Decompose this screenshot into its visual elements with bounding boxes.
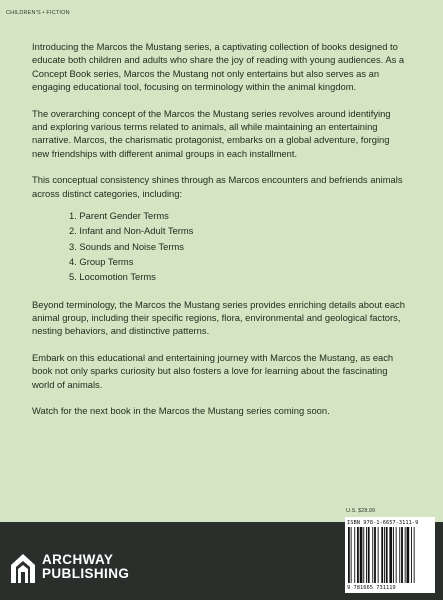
barcode-bar (389, 527, 392, 583)
barcode-bar (348, 527, 350, 583)
barcode-bars (348, 527, 432, 583)
barcode-bar (368, 527, 370, 583)
barcode-bar (360, 527, 363, 583)
list-item: 1. Parent Gender Terms (69, 210, 169, 222)
paragraph-consistency: This conceptual consistency shines through as Marcos encounters and befriends animals across distinct categories, including: (32, 174, 403, 199)
barcode-bar (372, 527, 373, 583)
publisher-logo (10, 550, 129, 584)
barcode-block (345, 517, 435, 593)
price-label: U.S. $28.99 (346, 508, 376, 514)
paragraph-intro: Introducing the Marcos the Mustang series, a captivating collection of books designed to educate both children and adults who share the joy of reading with young audiences. As a Concept Book series, Marcos the Mustang not only entertains but also serves as an engaging educational tool, focusing on terminology within the animal kingdom. (32, 41, 405, 93)
publisher-name (42, 553, 129, 581)
barcode-bar (401, 527, 403, 583)
barcode-bar (357, 527, 359, 583)
barcode-bar (374, 527, 376, 583)
publisher-line1: ARCHWAY (42, 552, 114, 567)
barcode-bar (396, 527, 397, 583)
paragraph-journey: Embark on this educational and entertaining journey with Marcos the Mustang, as each book not only sparks curiosity but also fosters a love for learning about the fascinating world of animals. (32, 351, 394, 390)
isbn-text: ISBN 978-1-6657-3111-9 (347, 520, 419, 526)
barcode-bar (386, 527, 388, 583)
blurb (32, 40, 408, 430)
barcode-bar (354, 527, 355, 583)
barcode-bar (407, 527, 410, 583)
barcode-bar (384, 527, 385, 583)
paragraph-concept: The overarching concept of the Marcos the Mustang series revolves around identifying and exploring various terms related to animals, all while maintaining an entertaining narrative. Marcos, the charismatic protagonist, embarks on a global adventure, forging new friendships with different animal groups in each installment. (32, 107, 391, 159)
list-item: 4. Group Terms (69, 255, 134, 267)
archway-logo-icon (10, 551, 36, 583)
barcode-bar (405, 527, 406, 583)
barcode-bar (399, 527, 400, 583)
barcode-number: 9 781665 731119 (347, 585, 396, 591)
paragraph-next-book: Watch for the next book in the Marcos the Mustang series coming soon. (32, 404, 330, 416)
list-item: 5. Locomotion Terms (69, 271, 156, 283)
barcode-bar (363, 527, 364, 583)
barcode-bar (393, 527, 394, 583)
paragraph-details: Beyond terminology, the Marcos the Mustang series provides enriching details about each animal group, including their specific regions, flora, environmental and geological factors, nesting behaviors, and distinctive patterns. (32, 298, 405, 337)
list-item: 2. Infant and Non-Adult Terms (69, 225, 194, 237)
category-label: CHILDREN'S • FICTION (6, 10, 70, 16)
category-list (32, 208, 408, 284)
barcode-bar (378, 527, 379, 583)
barcode-bar (381, 527, 383, 583)
barcode-bar (351, 527, 352, 583)
barcode-bar (414, 527, 415, 583)
list-item: 3. Sounds and Noise Terms (69, 240, 184, 252)
publisher-line2: PUBLISHING (42, 566, 130, 581)
barcode-bar (411, 527, 412, 583)
barcode-bar (366, 527, 367, 583)
